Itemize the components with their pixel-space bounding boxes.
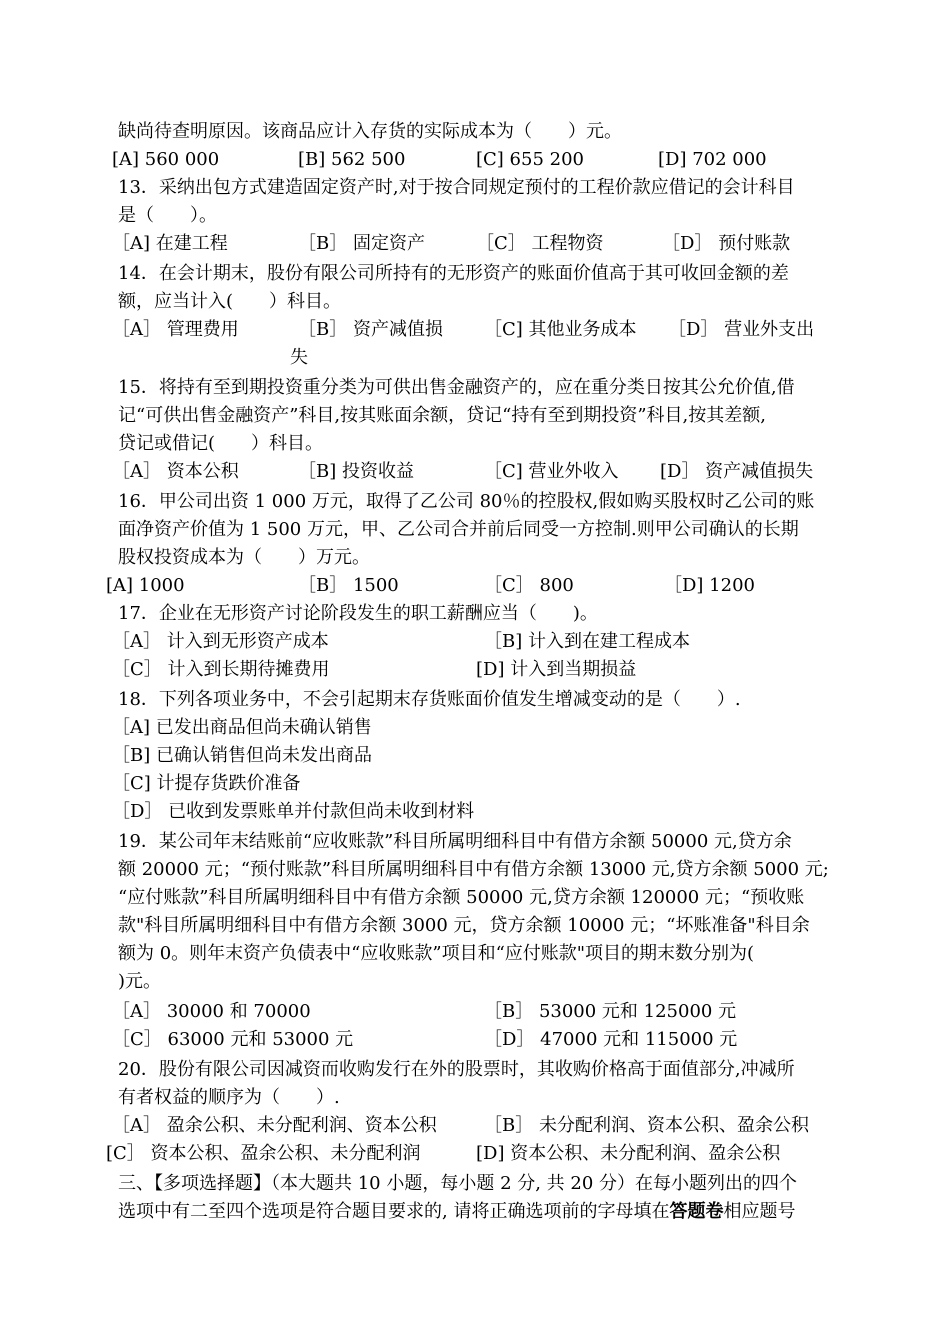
q18-stem-line-1: 18．下列各项业务中，不会引起期末存货账面价值发生增减变动的是（ ）. — [118, 689, 741, 710]
q16-stem-line-3: 股权投资成本为（ ）万元。 — [118, 547, 370, 568]
q14-option-c: ［C] 其他业务成本 — [484, 319, 637, 340]
q15-option-a: ［A］ 资本公积 — [112, 461, 239, 482]
q20-stem-line-1: 20．股份有限公司因减资而收购发行在外的股票时，其收购价格高于面值部分,冲减所 — [118, 1059, 795, 1080]
q14-option-d: ［D］ 营业外支出 — [668, 319, 815, 340]
q15-option-b: ［B] 投资收益 — [298, 461, 414, 482]
q12-option-c: [C] 655 200 — [476, 149, 584, 170]
q18-option-b: ［B] 已确认销售但尚未发出商品 — [112, 745, 372, 766]
q19-option-a: ［A］ 30000 和 70000 — [112, 1001, 311, 1022]
q13-option-d: ［D］ 预付账款 — [662, 233, 791, 254]
q19-stem-line-4: 款"科目所属明细科目中有借方余额 3000 元，贷方余额 10000 元；“坏账准备"科目余 — [118, 915, 810, 936]
q18-option-a: ［A] 已发出商品但尚未确认销售 — [112, 717, 372, 738]
q19-stem-line-2: 额 20000 元；“预付账款”科目所属明细科目中有借方余额 13000 元,贷方余额 5000 元; — [118, 859, 829, 880]
q16-option-c: ［C］ 800 — [484, 575, 574, 596]
q19-stem-line-6: )元。 — [118, 971, 162, 992]
q13-stem-line-1: 13．采纳出包方式建造固定资产时,对于按合同规定预付的工程价款应借记的会计科目 — [118, 177, 795, 198]
q19-option-b: ［B］ 53000 元和 125000 元 — [484, 1001, 737, 1022]
q19-option-c: ［C］ 63000 元和 53000 元 — [112, 1029, 354, 1050]
q14-option-a: ［A］ 管理费用 — [112, 319, 239, 340]
q20-option-a: ［A］ 盈余公积、未分配利润、资本公积 — [112, 1115, 437, 1136]
q20-stem-line-2: 有者权益的顺序为（ ）. — [118, 1087, 340, 1108]
q13-option-c: ［C］ 工程物资 — [476, 233, 604, 254]
q18-option-d: ［D］ 已收到发票账单并付款但尚未收到材料 — [112, 801, 475, 822]
q20-option-b: ［B］ 未分配利润、资本公积、盈余公积 — [484, 1115, 809, 1136]
section3-intro-rest: （本大题共 10 小题，每小题 2 分, 共 20 分）在每小题列出的四个 — [271, 1173, 798, 1194]
q17-option-a: ［A］ 计入到无形资产成本 — [112, 631, 329, 652]
answer-sheet-emphasis: 答题卷 — [669, 1201, 724, 1222]
q14-option-b-wrap: 失 — [290, 347, 308, 368]
section3-intro-line-1 — [118, 1170, 797, 1198]
q12-option-d: [D] 702 000 — [658, 149, 767, 170]
q15-stem-line-3: 贷记或借记( ）科目。 — [118, 433, 324, 454]
q13-option-b: ［B］ 固定资产 — [298, 233, 425, 254]
section3-line2-text: 选项中有二至四个选项是符合题目要求的, 请将正确选项前的字母填在 — [118, 1201, 670, 1222]
q15-option-c: ［C] 营业外收入 — [484, 461, 619, 482]
q13-option-a: ［A] 在建工程 — [112, 233, 228, 254]
q18-option-c: ［C] 计提存货跌价准备 — [112, 773, 301, 794]
q16-option-d: ［D] 1200 — [664, 575, 755, 596]
q16-option-a: [A] 1000 — [106, 575, 185, 596]
q16-option-b: ［B］ 1500 — [298, 575, 399, 596]
q12-stem-tail: 缺尚待查明原因。该商品应计入存货的实际成本为（ ）元。 — [118, 121, 622, 142]
q15-option-d: [D］ 资产减值损失 — [660, 461, 814, 482]
q19-option-d: ［D］ 47000 元和 115000 元 — [484, 1029, 738, 1050]
q14-stem-line-1: 14．在会计期末，股份有限公司所持有的无形资产的账面价值高于其可收回金额的差 — [118, 263, 789, 284]
q17-stem-line-1: 17．企业在无形资产讨论阶段发生的职工薪酬应当（ )。 — [118, 603, 598, 624]
q20-option-c: [C］ 资本公积、盈余公积、未分配利润 — [106, 1143, 421, 1164]
q12-option-a: [A] 560 000 — [112, 149, 220, 170]
q16-stem-line-2: 面净资产价值为 1 500 万元，甲、乙公司合并前后同受一方控制.则甲公司确认的长期 — [118, 519, 799, 540]
q20-option-d: [D] 资本公积、未分配利润、盈余公积 — [476, 1143, 781, 1164]
q17-option-b: ［B] 计入到在建工程成本 — [484, 631, 690, 652]
q16-stem-line-1: 16．甲公司出资 1 000 万元，取得了乙公司 80％的控股权,假如购买股权时乙公司的账 — [118, 491, 815, 512]
q17-option-d: [D] 计入到当期损益 — [476, 659, 637, 680]
q12-option-b: [B] 562 500 — [298, 149, 406, 170]
section3-heading: 三、【多项选择题】 — [118, 1173, 271, 1194]
q14-option-b: ［B］ 资产减值损 — [298, 319, 443, 340]
q15-stem-line-2: 记“可供出售金融资产”科目,按其账面余额，贷记“持有至到期投资”科目,按其差额, — [118, 405, 766, 426]
section3-line2-tail: 相应题号 — [723, 1201, 796, 1222]
q14-stem-line-2: 额，应当计入( ）科目。 — [118, 291, 342, 312]
section3-intro-line-2 — [118, 1198, 795, 1226]
q15-stem-line-1: 15．将持有至到期投资重分类为可供出售金融资产的，应在重分类日按其公允价值,借 — [118, 377, 795, 398]
q13-stem-line-2: 是（ ）。 — [118, 205, 217, 226]
q19-stem-line-5: 额为 0。则年末资产负债表中“应收账款”项目和“应付账款"项目的期末数分别为( — [118, 943, 755, 964]
q19-stem-line-1: 19．某公司年末结账前“应收账款”科目所属明细科目中有借方余额 50000 元,贷方余 — [118, 831, 792, 852]
q19-stem-line-3: “应付账款”科目所属明细科目中有借方余额 50000 元,贷方余额 120000 元；“预收账 — [118, 887, 805, 908]
q17-option-c: ［C］ 计入到长期待摊费用 — [112, 659, 330, 680]
